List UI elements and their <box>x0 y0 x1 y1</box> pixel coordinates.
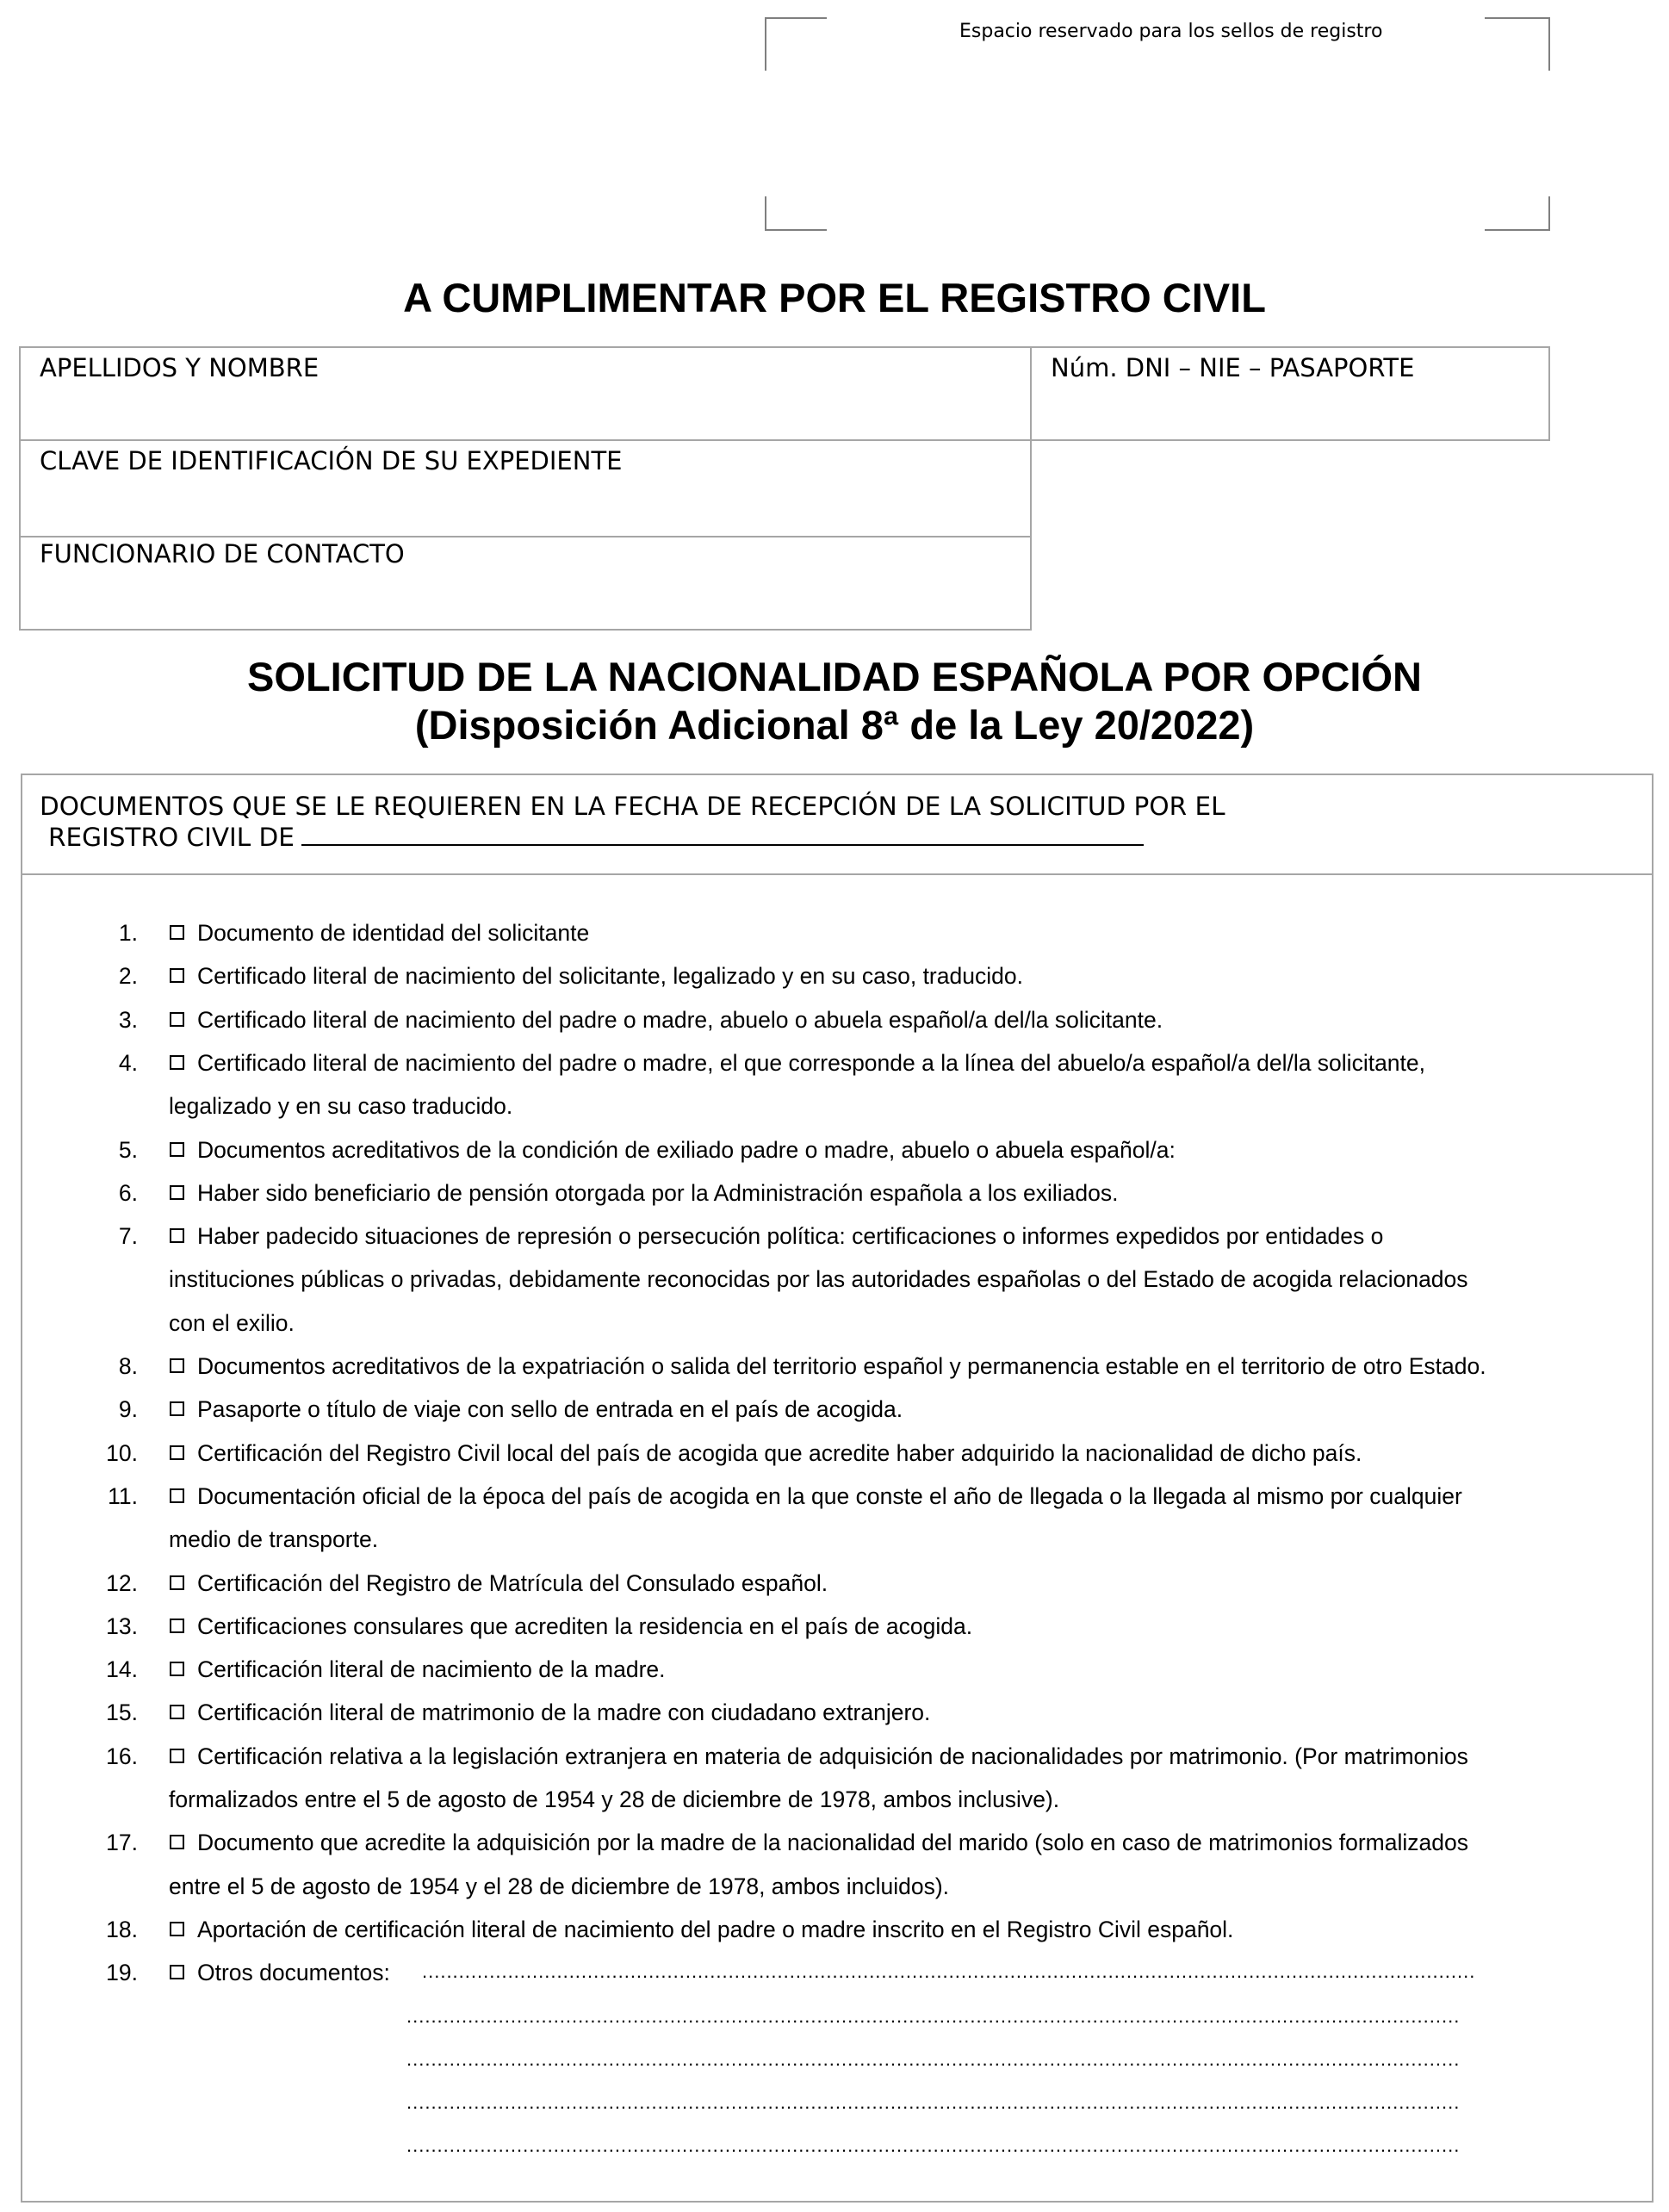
other-documents-line-4[interactable]: ............................................................................................................................................................................ <box>406 2091 1461 2113</box>
document-item-number: 17. <box>106 1830 138 1856</box>
document-item-number: 16. <box>106 1743 138 1769</box>
document-item-number: 12. <box>106 1569 138 1596</box>
other-documents-line-1[interactable]: ............................................................................................................................................................................ <box>422 1960 1476 1982</box>
document-item-text: Certificación literal de nacimiento de la madre. <box>197 1656 666 1683</box>
document-checkbox[interactable] <box>170 1619 184 1633</box>
document-item-text: Certificación literal de matrimonio de la madre con ciudadano extranjero. <box>197 1699 931 1726</box>
other-documents-line-5[interactable]: ............................................................................................................................................................................ <box>406 2134 1461 2156</box>
document-item-text: Certificado literal de nacimiento del padre o madre, el que corresponde a la línea del abuelo/a español/a del/la solicitante, <box>197 1049 1426 1076</box>
document-checkbox[interactable] <box>170 1705 184 1719</box>
document-item-text: Pasaporte o título de viaje con sello de entrada en el país de acogida. <box>197 1396 903 1423</box>
document-item-number: 18. <box>106 1916 138 1942</box>
document-checkbox[interactable] <box>170 1662 184 1676</box>
id-number-field[interactable] <box>1030 346 1550 441</box>
document-item-number: 19. <box>106 1960 138 1986</box>
document-item-number: 9. <box>118 1396 138 1423</box>
document-checkbox[interactable] <box>170 1401 184 1416</box>
document-item-number: 6. <box>118 1179 138 1206</box>
other-documents-line-2[interactable]: ............................................................................................................................................................................ <box>406 2005 1461 2027</box>
document-item-continuation: instituciones públicas o privadas, debidamente reconocidas por las autoridades españolas o del Estado de acogida relacionados <box>169 1266 1468 1293</box>
document-item-text: Documentos acreditativos de la expatriación o salida del territorio español y permanencia estable en el territorio de otro Estado. <box>197 1353 1486 1379</box>
id-number-field-label: Núm. DNI – NIE – PASAPORTE <box>1051 353 1415 382</box>
documents-header-line2: REGISTRO CIVIL DE <box>48 823 295 852</box>
stamp-area-corner-top-left <box>765 17 827 71</box>
document-item-number: 1. <box>118 920 138 946</box>
document-item-number: 3. <box>118 1006 138 1033</box>
document-item-number: 15. <box>106 1699 138 1726</box>
document-item-number: 8. <box>118 1353 138 1379</box>
registry-name-blank[interactable] <box>301 827 1144 846</box>
document-checkbox[interactable] <box>170 1575 184 1590</box>
document-item-number: 10. <box>106 1439 138 1466</box>
documents-header <box>40 791 1225 853</box>
document-checkbox[interactable] <box>170 1228 184 1243</box>
document-item-number: 7. <box>118 1223 138 1250</box>
main-title-line2: (Disposición Adicional 8ª de la Ley 20/2022) <box>414 702 1255 748</box>
document-checkbox[interactable] <box>170 1445 184 1460</box>
document-item-text: Documento de identidad del solicitante <box>197 920 590 946</box>
main-title-line1: SOLICITUD DE LA NACIONALIDAD ESPAÑOLA POR OPCIÓN <box>247 654 1422 699</box>
name-field-label: APELLIDOS Y NOMBRE <box>40 353 320 382</box>
stamp-area-label: Espacio reservado para los sellos de registro <box>959 21 1383 42</box>
document-checkbox[interactable] <box>170 1142 184 1157</box>
document-item-text: Certificación del Registro Civil local del país de acogida que acredite haber adquirido la nacionalidad de dicho país. <box>197 1439 1362 1466</box>
document-item-text: Otros documentos: <box>197 1960 390 1986</box>
document-checkbox[interactable] <box>170 1835 184 1849</box>
document-item-text: Certificado literal de nacimiento del solicitante, legalizado y en su caso, traducido. <box>197 963 1023 990</box>
name-field[interactable] <box>19 346 1032 441</box>
document-item-text: Haber padecido situaciones de represión o persecución política: certificaciones o informes expedidos por entidades o <box>197 1223 1384 1250</box>
contact-officer-field-label: FUNCIONARIO DE CONTACTO <box>40 539 405 569</box>
document-checkbox[interactable] <box>170 1488 184 1503</box>
main-title <box>0 653 1669 749</box>
document-checkbox[interactable] <box>170 1055 184 1070</box>
document-item-text: Certificaciones consulares que acrediten la residencia en el país de acogida. <box>197 1612 973 1639</box>
file-key-field[interactable] <box>19 439 1032 537</box>
document-checkbox[interactable] <box>170 1922 184 1936</box>
document-item-continuation: entre el 5 de agosto de 1954 y el 28 de diciembre de 1978, ambos incluidos). <box>169 1873 950 1899</box>
stamp-area-corner-bottom-right <box>1485 196 1550 231</box>
document-item-continuation: legalizado y en su caso traducido. <box>169 1093 513 1120</box>
stamp-area-corner-top-right <box>1485 17 1550 71</box>
registry-section-title: A CUMPLIMENTAR POR EL REGISTRO CIVIL <box>403 275 1266 320</box>
document-item-text: Certificación relativa a la legislación extranjera en materia de adquisición de nacionalidades por matrimonio. (Por matrimonios <box>197 1743 1468 1769</box>
document-item-number: 13. <box>106 1612 138 1639</box>
document-item-text: Haber sido beneficiario de pensión otorgada por la Administración española a los exiliados. <box>197 1179 1119 1206</box>
document-item-number: 4. <box>118 1049 138 1076</box>
document-item-text: Certificación del Registro de Matrícula del Consulado español. <box>197 1569 828 1596</box>
document-item-number: 5. <box>118 1136 138 1163</box>
document-item-text: Documentación oficial de la época del país de acogida en la que conste el año de llegada o la llegada al mismo por cualquier <box>197 1482 1462 1509</box>
documents-header-line1: DOCUMENTOS QUE SE LE REQUIEREN EN LA FECHA DE RECEPCIÓN DE LA SOLICITUD POR EL <box>40 792 1225 821</box>
document-checkbox[interactable] <box>170 1358 184 1373</box>
document-checkbox[interactable] <box>170 925 184 940</box>
document-checkbox[interactable] <box>170 1749 184 1763</box>
document-item-number: 11. <box>108 1482 138 1509</box>
file-key-field-label: CLAVE DE IDENTIFICACIÓN DE SU EXPEDIENTE <box>40 446 623 475</box>
document-item-number: 2. <box>118 963 138 990</box>
document-item-text: Certificado literal de nacimiento del padre o madre, abuelo o abuela español/a del/la solicitante. <box>197 1006 1163 1033</box>
document-item-text: Documento que acredite la adquisición por la madre de la nacionalidad del marido (solo en caso de matrimonios formalizados <box>197 1830 1468 1856</box>
other-documents-line-3[interactable]: ............................................................................................................................................................................ <box>406 2048 1461 2070</box>
document-item-text: Aportación de certificación literal de nacimiento del padre o madre inscrito en el Registro Civil español. <box>197 1916 1234 1942</box>
stamp-area-corner-bottom-left <box>765 196 827 231</box>
document-item-continuation: formalizados entre el 5 de agosto de 1954 y 28 de diciembre de 1978, ambos inclusive). <box>169 1786 1060 1812</box>
document-item-text: Documentos acreditativos de la condición de exiliado padre o madre, abuelo o abuela español/a: <box>197 1136 1176 1163</box>
document-checkbox[interactable] <box>170 1012 184 1027</box>
document-checkbox[interactable] <box>170 968 184 983</box>
document-checkbox[interactable] <box>170 1185 184 1200</box>
document-item-continuation: con el exilio. <box>169 1309 295 1336</box>
document-item-number: 14. <box>106 1656 138 1683</box>
contact-officer-field[interactable] <box>19 536 1032 631</box>
document-item-continuation: medio de transporte. <box>169 1526 379 1553</box>
document-checkbox[interactable] <box>170 1965 184 1979</box>
